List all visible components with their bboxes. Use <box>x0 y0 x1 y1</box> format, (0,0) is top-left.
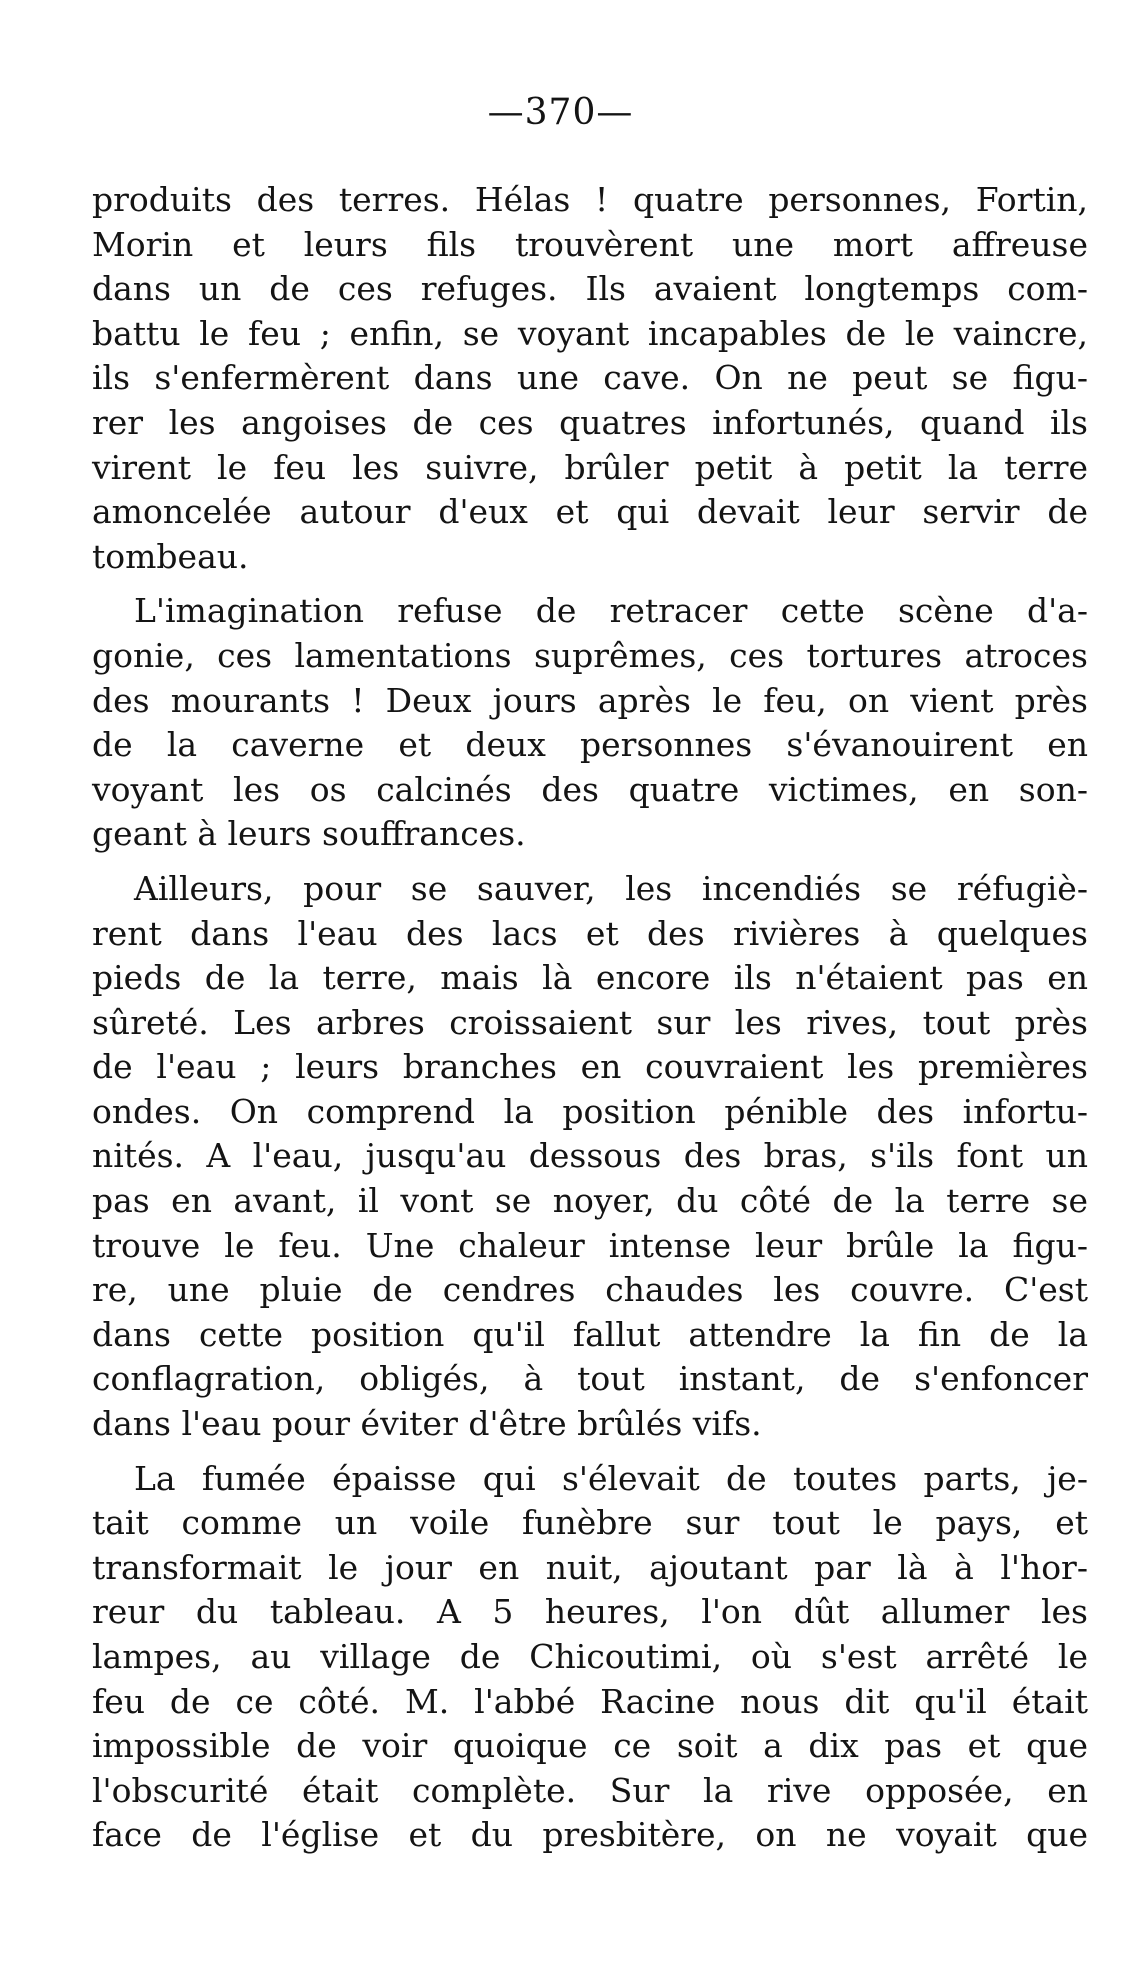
text-line: Ailleurs, pour se sauver, les incendiés se réfugiè- <box>134 868 1088 908</box>
text-line: face de l'église et du presbitère, on ne voyait que <box>92 1815 1088 1855</box>
text-line: dans cette position qu'il fallut attendre la fin de la <box>92 1314 1088 1354</box>
text-line: des mourants ! Deux jours après le feu, on vient près <box>92 680 1088 720</box>
text-line: nités. A l'eau, jusqu'au dessous des bras, s'ils font un <box>92 1136 1088 1176</box>
text-line: reur du tableau. A 5 heures, l'on dût allumer les <box>92 1592 1088 1632</box>
text-line: ils s'enfermèrent dans une cave. On ne peut se figu- <box>92 358 1088 398</box>
text-line: geant à leurs souffrances. <box>92 814 526 854</box>
paragraph-3 <box>92 867 1088 1447</box>
text-line: feu de ce côté. M. l'abbé Racine nous dit qu'il était <box>92 1681 1088 1721</box>
text-line: battu le feu ; enfin, se voyant incapables de le vaincre, <box>92 313 1088 353</box>
page-body <box>92 178 1088 1858</box>
text-line: pieds de la terre, mais là encore ils n'étaient pas en <box>92 958 1088 998</box>
text-line: impossible de voir quoique ce soit a dix pas et que <box>92 1726 1088 1766</box>
text-line: Morin et leurs fils trouvèrent une mort affreuse <box>92 224 1088 264</box>
text-line: re, une pluie de cendres chaudes les couvre. C'est <box>92 1270 1088 1310</box>
text-line: gonie, ces lamentations suprêmes, ces tortures atroces <box>92 635 1088 675</box>
text-line: pas en avant, il vont se noyer, du côté de la terre se <box>92 1181 1088 1221</box>
text-line: tait comme un voile funèbre sur tout le pays, et <box>92 1503 1088 1543</box>
text-line: transformait le jour en nuit, ajoutant par là à l'hor- <box>92 1547 1088 1587</box>
text-line: lampes, au village de Chicoutimi, où s'est arrêté le <box>92 1637 1088 1676</box>
text-line: l'obscurité était complète. Sur la rive opposée, en <box>92 1770 1088 1810</box>
text-line: dans un de ces refuges. Ils avaient longtemps com- <box>92 269 1088 309</box>
text-line: trouve le feu. Une chaleur intense leur brûle la figu- <box>92 1225 1088 1265</box>
text-line: conflagration, obligés, à tout instant, de s'enfoncer <box>92 1359 1088 1399</box>
text-line: L'imagination refuse de retracer cette scène d'a- <box>134 591 1088 631</box>
paragraph-1 <box>92 178 1088 579</box>
text-line: ondes. On comprend la position pénible des infortu- <box>92 1091 1088 1131</box>
page-number: —370— <box>487 92 634 133</box>
text-line: rent dans l'eau des lacs et des rivières à quelques <box>92 913 1088 953</box>
paragraph-4 <box>92 1457 1088 1858</box>
text-line: tombeau. <box>92 536 249 576</box>
text-line: de la caverne et deux personnes s'évanouirent en <box>92 725 1088 765</box>
text-line: La fumée épaisse qui s'élevait de toutes parts, je- <box>134 1458 1088 1498</box>
text-line: sûreté. Les arbres croissaient sur les rives, tout près <box>92 1002 1088 1042</box>
text-line: rer les angoises de ces quatres infortunés, quand ils <box>92 402 1088 442</box>
text-line: virent le feu les suivre, brûler petit à petit la terre <box>92 447 1088 487</box>
text-line: de l'eau ; leurs branches en couvraient les premières <box>92 1047 1088 1087</box>
text-line: dans l'eau pour éviter d'être brûlés vifs. <box>92 1404 762 1444</box>
paragraph-2 <box>92 589 1088 857</box>
text-line: voyant les os calcinés des quatre victimes, en son- <box>92 769 1088 809</box>
text-line: amoncelée autour d'eux et qui devait leur servir de <box>92 492 1088 532</box>
text-line: produits des terres. Hélas ! quatre personnes, Fortin, <box>92 180 1088 219</box>
